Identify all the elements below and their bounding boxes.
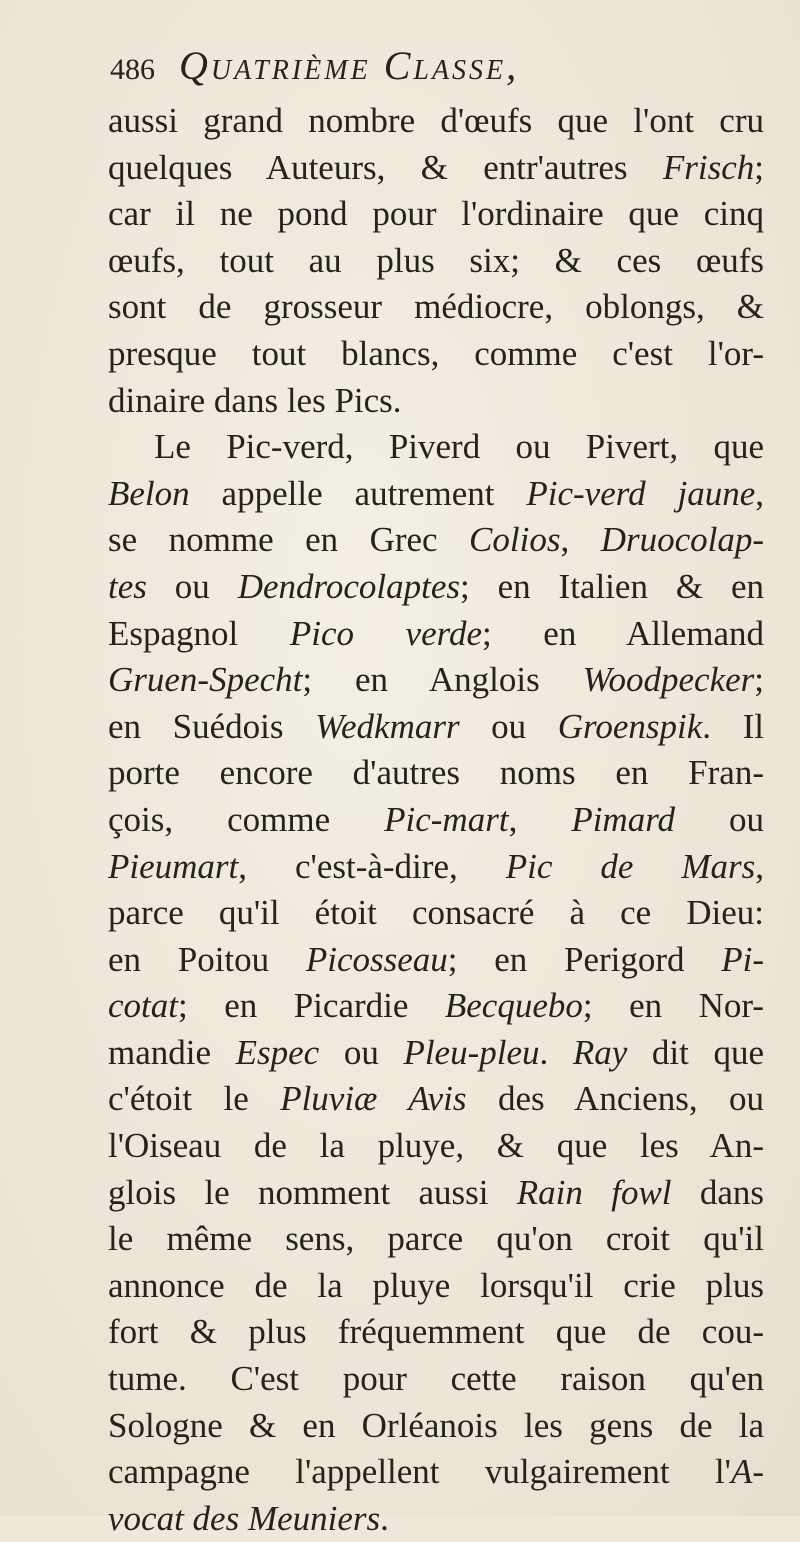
running-head: Quatrième Classe, xyxy=(179,43,520,88)
text-segment: Sologne & en Orléanois les gens de la xyxy=(108,1405,764,1445)
italic-term: Pic-mart xyxy=(384,799,509,839)
italic-term: Gruen-Specht xyxy=(108,660,303,700)
text-line xyxy=(108,797,764,844)
text-segment: , xyxy=(755,846,764,886)
italic-term: Pluviæ Avis xyxy=(280,1079,467,1119)
text-line xyxy=(108,1449,764,1496)
text-segment: des Anciens, ou xyxy=(466,1079,764,1119)
text-segment: dans xyxy=(671,1172,764,1212)
text-line xyxy=(108,1216,764,1263)
text-segment: sont de grosseur médiocre, oblongs, & xyxy=(108,287,764,327)
text-line xyxy=(108,1263,764,1310)
text-segment: campagne l'appellent vulgairement l' xyxy=(108,1452,731,1492)
text-line xyxy=(108,937,764,984)
text-line xyxy=(108,1170,764,1217)
italic-term: Picosseau xyxy=(305,939,448,979)
body-text xyxy=(108,98,764,1542)
italic-term: Wedkmarr xyxy=(315,706,460,746)
italic-term: Pico verde xyxy=(289,613,482,653)
text-line xyxy=(108,1496,764,1542)
text-segment: se nomme en Grec xyxy=(108,520,470,560)
text-line xyxy=(108,611,764,658)
text-segment: glois le nomment aussi xyxy=(108,1172,517,1212)
text-segment: , c'est-à-dire, xyxy=(238,846,506,886)
italic-term: Pi- xyxy=(721,939,764,979)
text-segment: appelle autrement xyxy=(189,473,527,513)
text-segment: mandie xyxy=(108,1032,236,1072)
italic-term: Belon xyxy=(108,473,190,513)
text-segment: ; en Nor- xyxy=(582,986,764,1026)
italic-term: vocat des Meuniers xyxy=(108,1498,381,1538)
text-segment: œufs, tout au plus six; & ces œufs xyxy=(108,240,764,280)
italic-term: Woodpecker xyxy=(582,660,755,700)
text-segment: , xyxy=(755,473,765,513)
text-line xyxy=(108,424,764,471)
text-segment: . xyxy=(539,1032,573,1072)
text-line xyxy=(108,378,764,425)
text-line xyxy=(108,1076,764,1123)
text-segment: dinaire dans les Pics. xyxy=(108,380,402,420)
text-segment: tume. C'est pour cette raison qu'en xyxy=(108,1359,764,1399)
text-line xyxy=(108,1123,764,1170)
italic-term: Colios xyxy=(469,520,561,560)
italic-term: Pleu-pleu xyxy=(403,1032,540,1072)
text-segment: ou xyxy=(675,799,765,839)
text-segment: fort & plus fréquemment que de cou- xyxy=(108,1312,764,1352)
text-segment: porte encore d'autres noms en Fran- xyxy=(108,753,764,793)
text-segment: en Poitou xyxy=(108,939,306,979)
text-segment: le même sens, parce qu'on croit qu'il xyxy=(108,1219,764,1259)
text-segment: c'étoit le xyxy=(108,1079,281,1119)
text-line xyxy=(108,657,764,704)
text-segment: car il ne pond pour l'ordinaire que cinq xyxy=(108,194,764,234)
text-segment: çois, comme xyxy=(108,799,385,839)
text-segment: ; en Perigord xyxy=(447,939,722,979)
text-line xyxy=(108,331,764,378)
text-segment: ; en Picardie xyxy=(177,986,445,1026)
italic-term: Pic de Mars xyxy=(505,846,756,886)
text-line xyxy=(108,145,764,192)
text-segment: . xyxy=(380,1498,389,1538)
text-segment: ; xyxy=(754,147,764,187)
text-segment: , xyxy=(508,799,572,839)
text-segment: dit que xyxy=(627,1032,765,1072)
italic-term: cotat xyxy=(108,986,178,1026)
text-segment: ou xyxy=(459,706,558,746)
text-segment: aussi grand nombre d'œufs que l'ont cru xyxy=(108,101,764,140)
italic-term: Pic-verd jaune xyxy=(526,473,756,513)
text-line xyxy=(108,1356,764,1403)
text-segment: ou xyxy=(146,566,238,606)
italic-term: Frisch xyxy=(662,147,755,187)
text-segment: parce qu'il étoit consacré à ce Dieu: xyxy=(108,893,764,933)
text-segment: quelques Auteurs, & entr'autres xyxy=(108,147,663,187)
text-line xyxy=(108,1403,764,1450)
text-segment: ; en Anglois xyxy=(302,660,583,700)
italic-term: Dendrocolaptes xyxy=(237,566,460,606)
text-segment: ou xyxy=(319,1032,404,1072)
text-line xyxy=(108,471,764,518)
text-line xyxy=(108,704,764,751)
text-line xyxy=(108,983,764,1030)
italic-term: Espec xyxy=(235,1032,320,1072)
italic-term: Druocolap- xyxy=(600,520,764,560)
text-line xyxy=(108,98,764,145)
italic-term: tes xyxy=(108,566,147,606)
page-header xyxy=(110,42,760,98)
text-line xyxy=(108,564,764,611)
text-segment: ; xyxy=(754,660,764,700)
text-segment: en Suédois xyxy=(108,706,316,746)
italic-term: Ray xyxy=(572,1032,628,1072)
text-line xyxy=(108,238,764,285)
text-line xyxy=(108,517,764,564)
text-segment: . Il xyxy=(702,706,764,746)
text-segment: , xyxy=(560,520,601,560)
text-line xyxy=(108,191,764,238)
text-segment: l'Oiseau de la pluye, & que les An- xyxy=(108,1126,764,1166)
italic-term: Becquebo xyxy=(444,986,583,1026)
text-line xyxy=(108,1030,764,1077)
italic-term: Pimard xyxy=(571,799,676,839)
text-line xyxy=(108,890,764,937)
text-segment: ; en Italien & en xyxy=(459,566,765,606)
text-line xyxy=(108,844,764,891)
text-segment: presque tout blancs, comme c'est l'or- xyxy=(108,333,764,373)
text-line xyxy=(108,1309,764,1356)
italic-term: A- xyxy=(730,1452,764,1492)
italic-term: Pieumart xyxy=(108,846,239,886)
text-segment: Espagnol xyxy=(108,613,290,653)
text-line xyxy=(108,284,764,331)
italic-term: Groenspik xyxy=(557,706,703,746)
text-line xyxy=(108,750,764,797)
page-number: 486 xyxy=(110,53,155,86)
text-segment: annonce de la pluye lorsqu'il crie plus xyxy=(108,1265,764,1305)
text-segment: ; en Allemand xyxy=(481,613,764,653)
text-segment: Le Pic-verd, Piverd ou Pivert, que xyxy=(154,427,764,467)
italic-term: Rain fowl xyxy=(516,1172,672,1212)
